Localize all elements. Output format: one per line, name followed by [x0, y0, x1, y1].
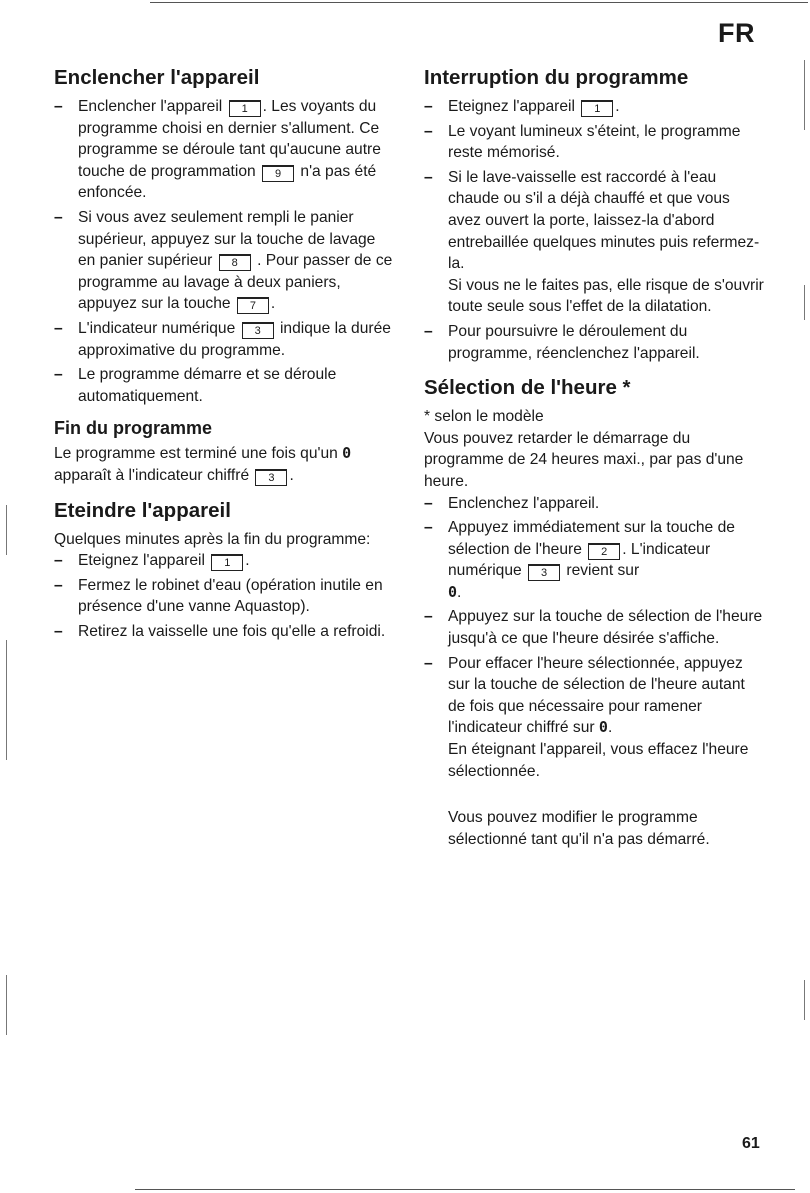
margin-mark — [804, 285, 805, 320]
list-item: – Eteignez l'appareil 1 . — [424, 96, 764, 118]
list-item: – Si vous avez seulement rempli le panier supérieur, appuyez sur la touche de lavage en panier supérieur 8 . Pour passer de ce programme au lavage à deux paniers, appuyez sur la touche 7 . — [54, 207, 394, 315]
list-item: – Le voyant lumineux s'éteint, le programme reste mémorisé. — [424, 121, 764, 164]
key-symbol: 3 — [528, 564, 560, 581]
digit-zero: 0 — [598, 718, 608, 737]
key-symbol: 2 — [588, 543, 620, 560]
list-item: – Le programme démarre et se déroule automatiquement. — [54, 364, 394, 407]
key-symbol: 8 — [219, 254, 251, 271]
language-label: FR — [718, 18, 755, 48]
key-symbol: 1 — [581, 100, 613, 117]
paragraph: Vous pouvez retarder le démarrage du programme de 24 heures maxi., par pas d'une heure. — [424, 429, 744, 490]
instruction-list — [424, 96, 764, 364]
section-title: Fin du programme — [54, 418, 213, 439]
list-item: – Eteignez l'appareil 1 . — [54, 550, 394, 572]
section-title: Eteindre l'appareil — [54, 498, 231, 522]
footnote: * selon le modèle — [424, 408, 544, 426]
margin-mark — [6, 640, 7, 760]
key-symbol: 7 — [237, 297, 269, 314]
margin-mark — [804, 980, 805, 1020]
digit-zero: 0 — [342, 444, 352, 463]
key-symbol: 9 — [262, 165, 294, 182]
left-column — [54, 66, 394, 645]
list-item: – Appuyez immédiatement sur la touche de sélection de l'heure 2 . L'indicateur numérique 3 revient sur 0. — [424, 517, 764, 603]
list-item: – Retirez la vaisselle une fois qu'elle a refroidi. — [54, 621, 394, 643]
right-column — [424, 66, 764, 850]
list-item: – Pour poursuivre le déroulement du programme, réenclenchez l'appareil. — [424, 321, 764, 364]
list-item: – Enclenchez l'appareil. — [424, 493, 764, 515]
list-item: – Pour effacer l'heure sélectionnée, appuyez sur la touche de sélection de l'heure autant de fois que nécessaire pour ramener l'indicateur chiffré sur 0. En éteignant l'appareil, vous effacez l'heure sélectionnée. — [424, 653, 764, 783]
key-symbol: 3 — [242, 322, 274, 339]
section-title: Enclencher l'appareil — [54, 66, 260, 89]
instruction-list — [424, 493, 764, 783]
key-symbol: 1 — [211, 554, 243, 571]
top-rule — [150, 2, 808, 3]
bottom-rule — [135, 1189, 795, 1190]
list-item: – Enclencher l'appareil 1 . Les voyants du programme choisi en dernier s'allument. Ce programme se déroule tant qu'aucune autre touche de programmation 9 n'a pas été enfoncée. — [54, 96, 394, 204]
key-symbol: 1 — [229, 100, 261, 117]
list-item: – L'indicateur numérique 3 indique la durée approximative du programme. — [54, 318, 394, 361]
page-number: 61 — [742, 1135, 760, 1152]
section-title: Interruption du programme — [424, 66, 689, 89]
list-item: – Appuyez sur la touche de sélection de l'heure jusqu'à ce que l'heure désirée s'affiche. — [424, 606, 764, 649]
section-title: Sélection de l'heure * — [424, 376, 631, 400]
instruction-list — [54, 550, 394, 642]
key-symbol: 3 — [255, 469, 287, 486]
margin-mark — [804, 60, 805, 130]
instruction-list — [54, 96, 394, 407]
paragraph: Vous pouvez modifier le programme sélectionné tant qu'il n'a pas démarré. — [448, 809, 710, 848]
list-item: – Si le lave-vaisselle est raccordé à l'eau chaude ou s'il a déjà chauffé et que vous avez ouvert la porte, laissez-la d'abord entrebaillée quelques minutes puis refermez-la. Si vous ne le faites pas, elle risque de s'ouvrir toute seule sous l'effet de la dilatation. — [424, 167, 764, 318]
paragraph: Le programme est terminé une fois qu'un 0 apparaît à l'indicateur chiffré 3 . — [54, 444, 352, 484]
digit-zero: 0 — [448, 582, 458, 601]
paragraph: Quelques minutes après la fin du programme: — [54, 530, 371, 548]
list-item: – Fermez le robinet d'eau (opération inutile en présence d'une vanne Aquastop). — [54, 575, 394, 618]
margin-mark — [6, 975, 7, 1035]
margin-mark — [6, 505, 7, 555]
